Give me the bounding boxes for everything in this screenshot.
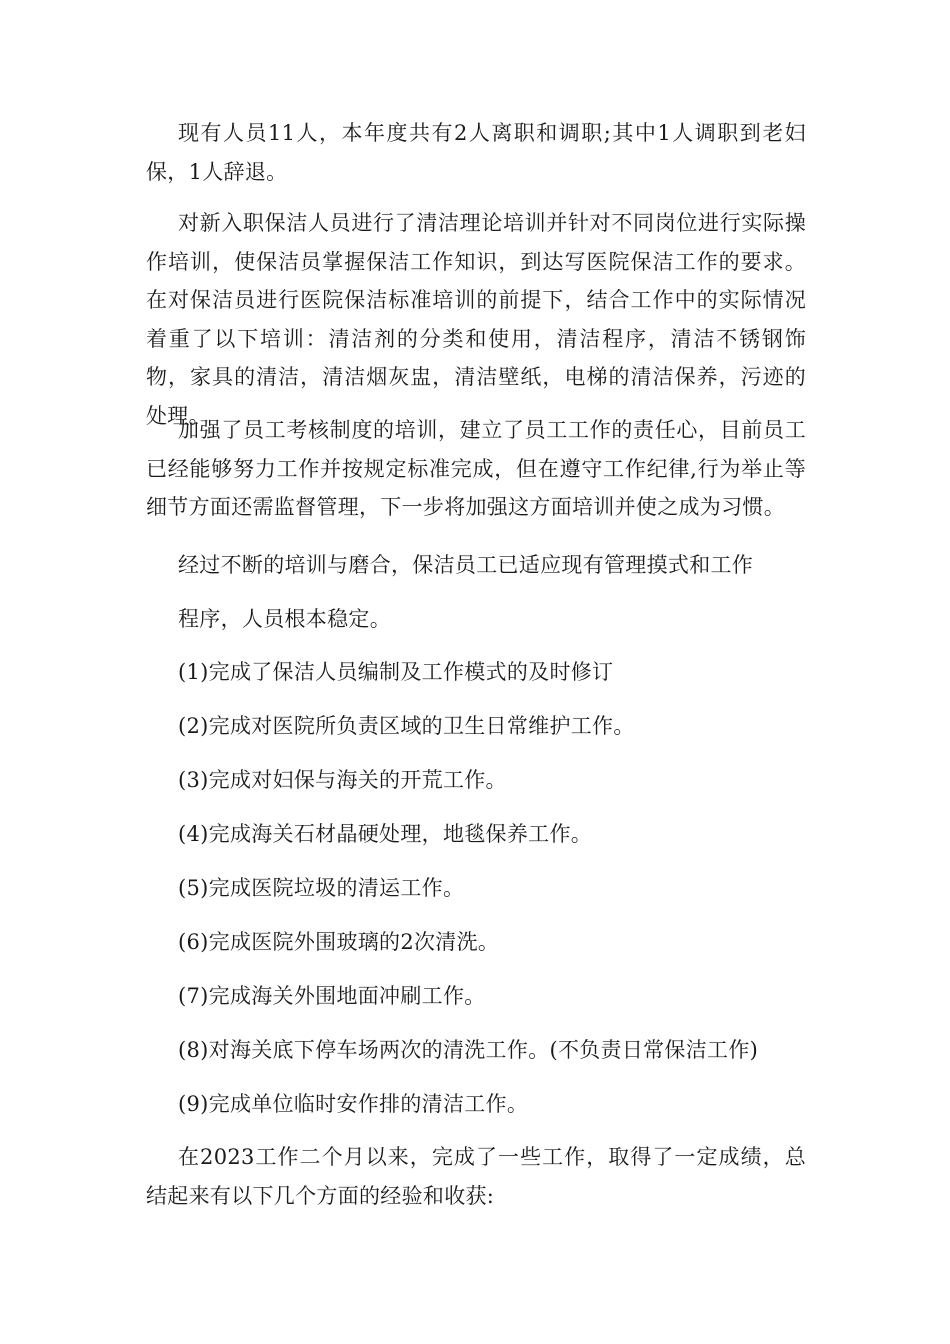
line-adaptation: 经过不断的培训与磨合，保洁员工已适应现有管理摸式和工作 — [178, 553, 754, 577]
list-item: (6)完成医院外围玻璃的2次清洗。 — [178, 930, 500, 954]
list-item: (5)完成医院垃圾的清运工作。 — [178, 876, 465, 900]
line-stability: 程序，人员根本稳定。 — [178, 607, 391, 631]
list-item: (4)完成海关石材晶硬处理，地毯保养工作。 — [178, 822, 593, 846]
list-item: (8)对海关底下停车场两次的清洗工作。(不负责日常保洁工作) — [178, 1038, 759, 1062]
list-item: (1)完成了保洁人员编制及工作模式的及时修订 — [178, 660, 614, 684]
list-item: (2)完成对医院所负责区域的卫生日常维护工作。 — [178, 714, 635, 738]
list-item: (7)完成海关外围地面冲刷工作。 — [178, 984, 486, 1008]
paragraph-training: 对新入职保洁人员进行了清洁理论培训并针对不同岗位进行实际操作培训，使保洁员掌握保洁工作知识，到达写医院保洁工作的要求。在对保洁员进行医院保洁标准培训的前提下，结合工作中的实际情况着重了以下培训：清洁剂的分类和使用，清洁程序，清洁不锈钢饰物，家具的清洁，清洁烟灰盅，清洁壁纸，电梯的清洁保养，污迹的处理。 — [146, 211, 806, 428]
paragraph-summary: 在2023工作二个月以来，完成了一些工作，取得了一定成绩，总结起来有以下几个方面的经验和收获: — [146, 1145, 806, 1208]
paragraph-assessment: 加强了员工考核制度的培训，建立了员工工作的责任心，目前员工已经能够努力工作并按规定标准完成，但在遵守工作纪律,行为举止等细节方面还需监督管理，下一步将加强这方面培训并使之成为习惯。 — [146, 418, 806, 519]
list-item: (3)完成对妇保与海关的开荒工作。 — [178, 768, 507, 792]
paragraph-staff-count: 现有人员11人，本年度共有2人离职和调职;其中1人调职到老妇保，1人辞退。 — [146, 121, 806, 184]
list-item: (9)完成单位临时安作排的清洁工作。 — [178, 1092, 529, 1116]
